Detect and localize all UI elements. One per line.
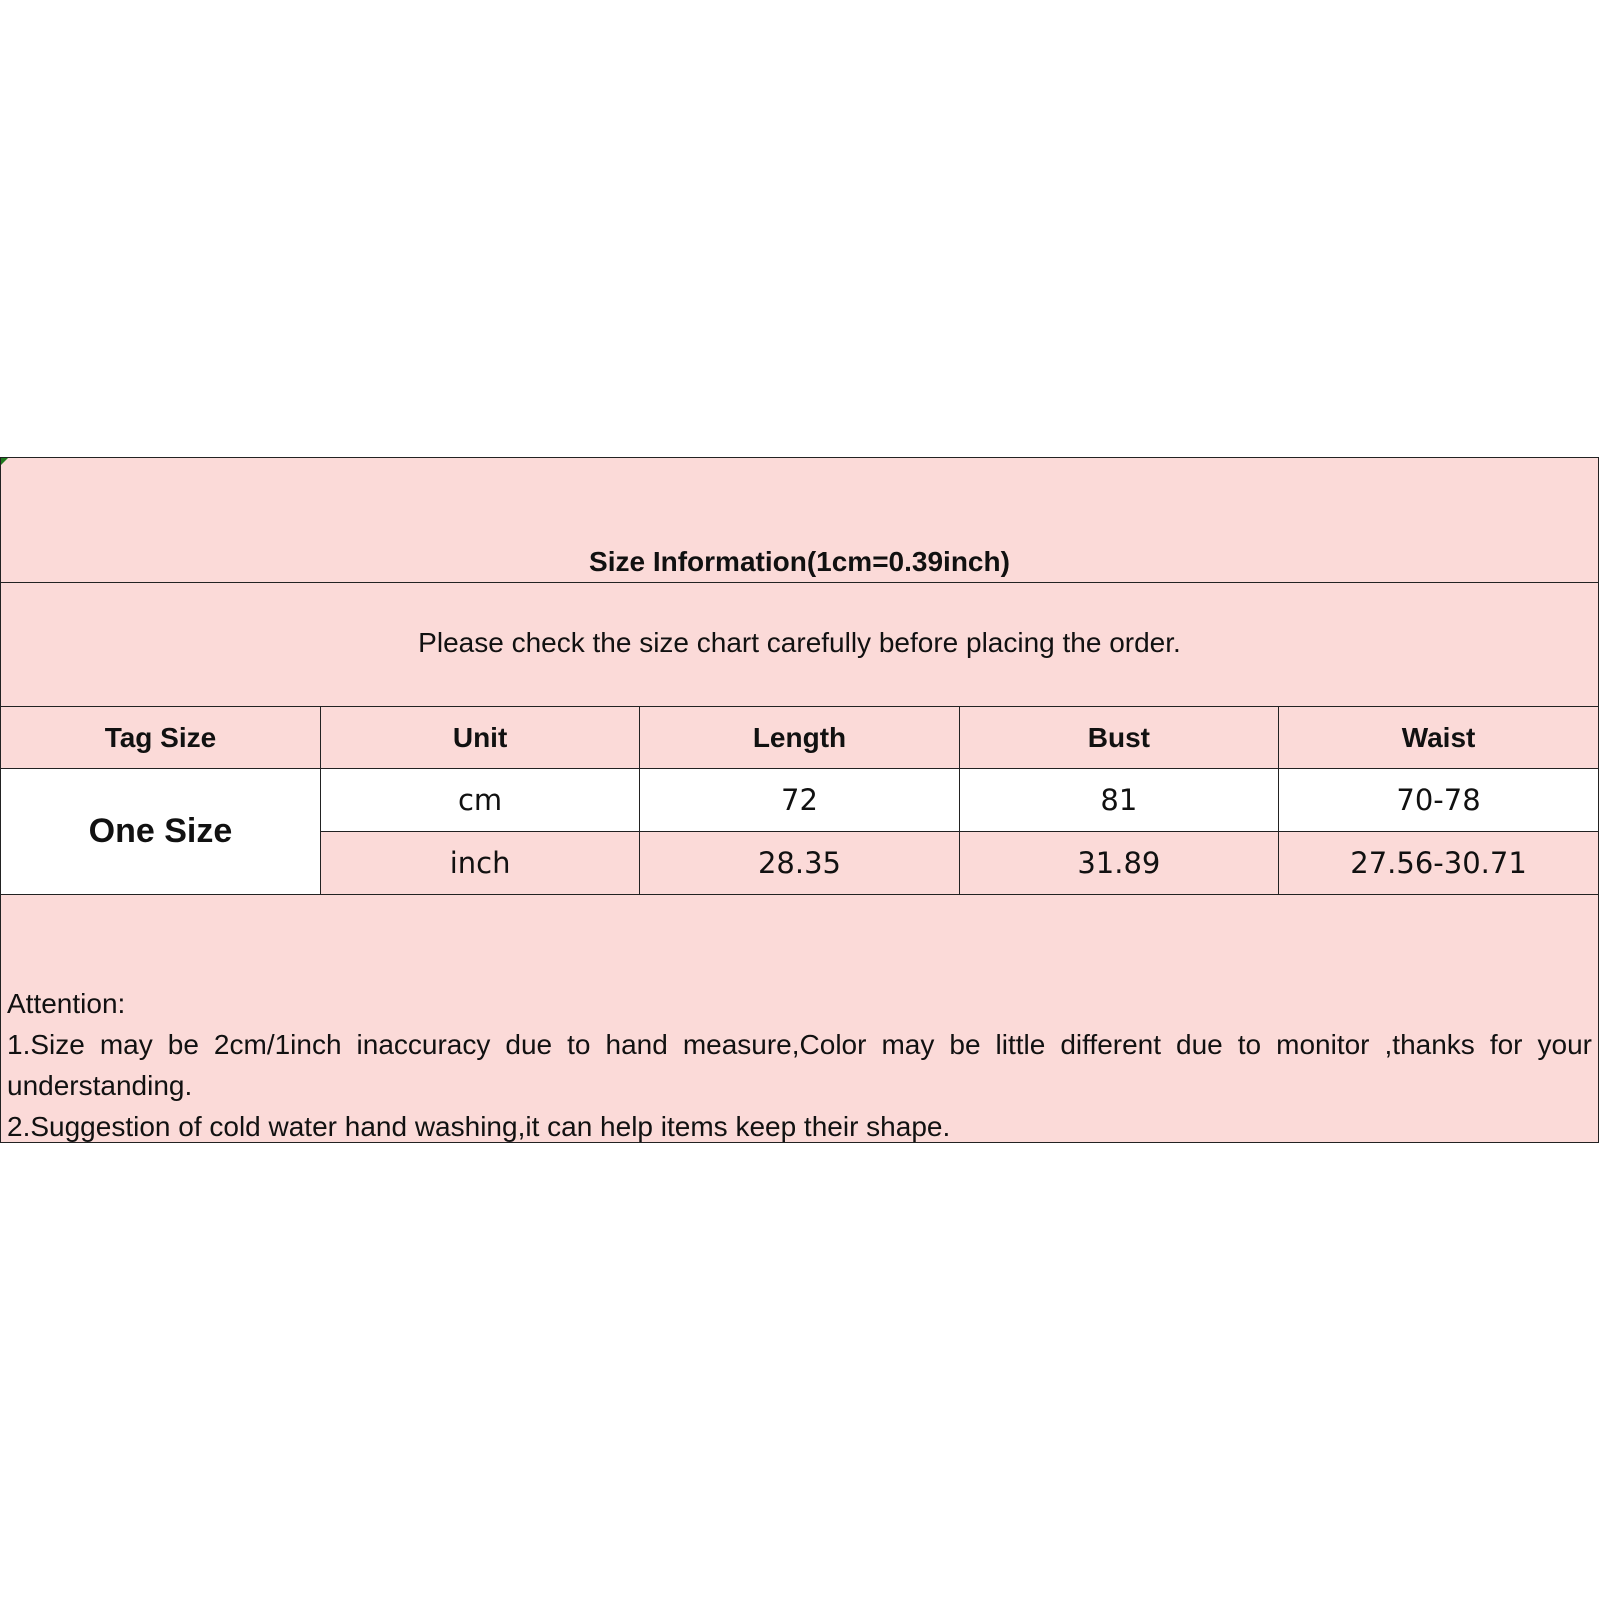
size-chart-title: Size Information(1cm=0.39inch) <box>589 546 1010 577</box>
table-row <box>1 769 1598 832</box>
bust-cell: 81 <box>959 769 1278 832</box>
waist-cell: 27.56-30.71 <box>1279 832 1598 895</box>
header-waist: Waist <box>1279 707 1598 769</box>
attention-note: 2.Suggestion of cold water hand washing,it can help items keep their shape. <box>7 1111 951 1142</box>
waist-cell: 70-78 <box>1279 769 1598 832</box>
header-length: Length <box>640 707 959 769</box>
tag-size-cell: One Size <box>1 769 320 895</box>
unit-cell: cm <box>320 769 639 832</box>
length-cell: 72 <box>640 769 959 832</box>
attention-note: 1.Size may be 2cm/1inch inaccuracy due to hand measure,Color may be little different due to monitor ,thanks for your understanding. <box>7 1029 1592 1101</box>
attention-heading: Attention: <box>7 988 126 1019</box>
table-header-row <box>1 707 1598 769</box>
bust-cell: 31.89 <box>959 832 1278 895</box>
size-chart-sheet <box>0 457 1599 1143</box>
unit-cell: inch <box>320 832 639 895</box>
title-row <box>1 458 1598 583</box>
length-cell: 28.35 <box>640 832 959 895</box>
size-chart-notice: Please check the size chart carefully before placing the order. <box>418 627 1181 658</box>
header-unit: Unit <box>320 707 639 769</box>
size-table <box>1 707 1598 895</box>
header-bust: Bust <box>959 707 1278 769</box>
notice-row <box>1 583 1598 707</box>
attention-notes <box>7 983 1592 1147</box>
header-tag-size: Tag Size <box>1 707 320 769</box>
